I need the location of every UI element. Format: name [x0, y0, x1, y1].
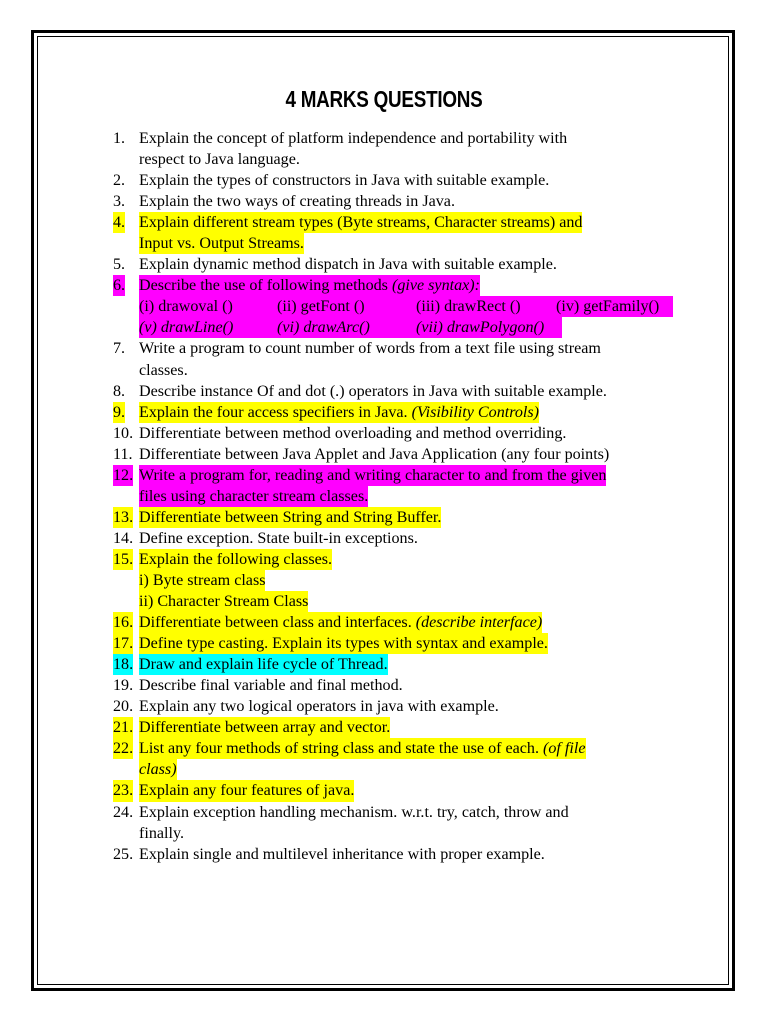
list-item: 25. Explain single and multilevel inheritance with proper example.	[113, 845, 545, 863]
list-item-continuation: Input vs. Output Streams.	[113, 233, 693, 254]
list-item: 7. Write a program to count number of words from a text file using stream	[113, 340, 601, 358]
list-item: 22. List any four methods of string class and state the use of each. (of file	[113, 738, 693, 759]
list-item: 5. Explain dynamic method dispatch in Java with suitable example.	[113, 256, 557, 274]
list-item: 21. Differentiate between array and vector.	[113, 717, 693, 738]
list-item: 9. Explain the four access specifiers in Java. (Visibility Controls)	[113, 402, 693, 423]
list-item: 6. Describe the use of following methods (give syntax):	[113, 275, 693, 296]
page-title: 4 MARKS QUESTIONS	[285, 86, 483, 112]
list-item: 23. Explain any four features of java.	[113, 780, 693, 801]
list-item: 18. Draw and explain life cycle of Thread.	[113, 654, 693, 675]
list-item: 2. Explain the types of constructors in Java with suitable example.	[113, 172, 550, 190]
method-row: (i) drawoval () (ii) getFont () (iii) drawRect () (iv) getFamily()	[113, 296, 693, 317]
list-item: 17. Define type casting. Explain its types with syntax and example.	[113, 633, 693, 654]
list-item-continuation: ii) Character Stream Class	[113, 591, 693, 612]
list-item: 4. Explain different stream types (Byte streams, Character streams) and	[113, 212, 693, 233]
list-item-continuation: finally.	[139, 824, 184, 842]
list-item: 16. Differentiate between class and interfaces. (describe interface)	[113, 612, 693, 633]
list-item: 10. Differentiate between method overloading and method overriding.	[113, 424, 567, 442]
list-item: 24. Explain exception handling mechanism. w.r.t. try, catch, throw and	[113, 803, 569, 821]
list-item: 3. Explain the two ways of creating threads in Java.	[113, 193, 455, 211]
list-item-continuation: i) Byte stream class	[113, 570, 693, 591]
list-item-continuation: classes.	[139, 361, 188, 379]
question-list	[113, 128, 693, 865]
list-item: 20. Explain any two logical operators in java with example.	[113, 698, 499, 716]
list-item: 8. Describe instance Of and dot (.) operators in Java with suitable example.	[113, 382, 607, 400]
list-item: 1. Explain the concept of platform independence and portability with	[113, 130, 568, 147]
list-item: 11. Differentiate between Java Applet and Java Application (any four points)	[113, 445, 610, 463]
list-item-continuation: files using character stream classes.	[113, 486, 693, 507]
list-item: 13. Differentiate between String and String Buffer.	[113, 507, 693, 528]
list-item: 12. Write a program for, reading and writing character to and from the given	[113, 465, 693, 486]
list-item-continuation: respect to Java language.	[139, 151, 300, 169]
list-item: 15. Explain the following classes.	[113, 549, 693, 570]
list-item: 14. Define exception. State built-in exceptions.	[113, 529, 418, 547]
list-item-continuation: class)	[113, 759, 693, 780]
method-row: (v) drawLine() (vi) drawArc() (vii) drawPolygon()	[113, 317, 693, 338]
list-item: 19. Describe final variable and final method.	[113, 677, 403, 695]
